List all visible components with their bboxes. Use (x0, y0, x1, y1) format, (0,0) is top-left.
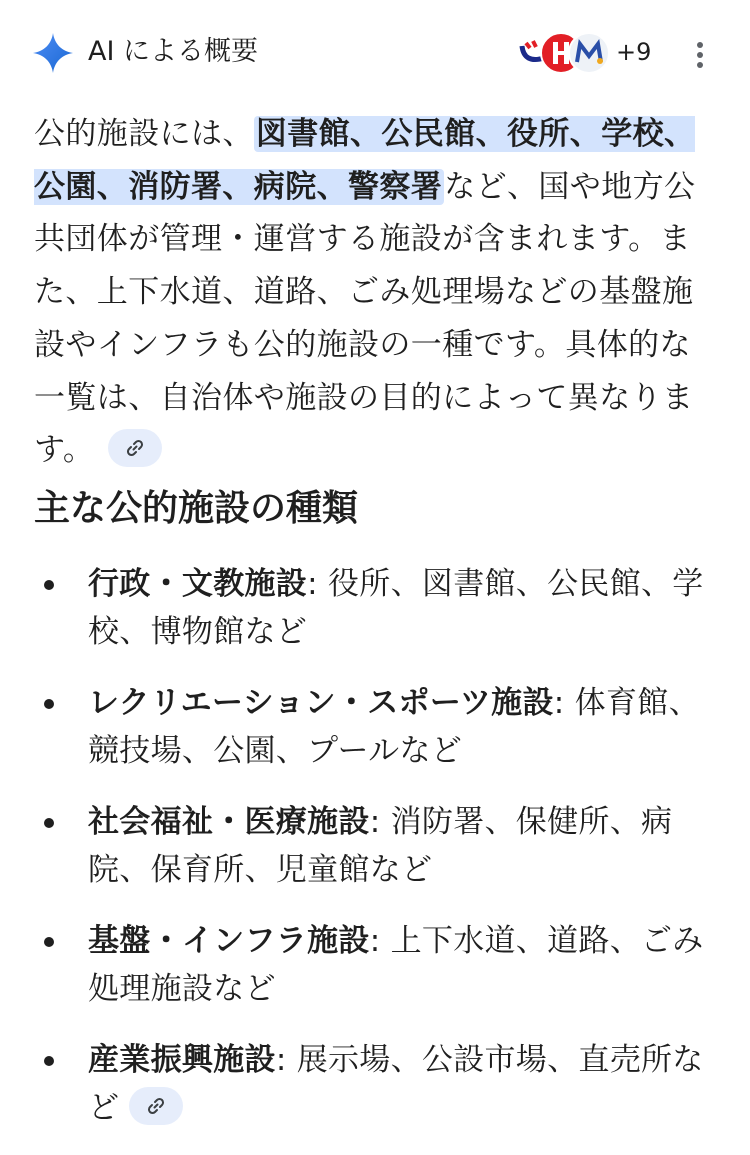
list-item-label: レクリエーション・スポーツ施設 (88, 685, 554, 721)
source-avatars[interactable] (512, 32, 612, 74)
list-item (34, 917, 724, 1013)
bullet (44, 699, 54, 709)
section-heading: 主な公的施設の種類 (34, 488, 359, 529)
bullet (44, 580, 54, 590)
source-avatar-3[interactable] (568, 32, 610, 74)
overview-highlight: 図書館、公民館、役所、学校、公園、消防署、病院、警察署 (34, 116, 696, 205)
list-item (34, 560, 724, 656)
bullet (44, 1056, 54, 1066)
overview-paragraph (34, 108, 718, 477)
list-item-text: : 展示場、公設市場、直売所など (88, 1042, 704, 1126)
list-item-text: : 役所、図書館、公民館、学校、博物館など (88, 566, 704, 650)
link-icon (125, 438, 145, 458)
list-item-label: 行政・文教施設 (88, 566, 308, 602)
list-item (34, 1036, 724, 1132)
list-item-text: : 体育館、競技場、公園、プールなど (88, 685, 700, 769)
source-link-chip[interactable] (129, 1087, 183, 1125)
list-item-label: 社会福祉・医療施設 (88, 804, 370, 840)
link-icon (146, 1096, 166, 1116)
source-link-chip[interactable] (108, 429, 162, 467)
header-title: AI による概要 (88, 36, 259, 67)
more-vert-icon[interactable] (690, 38, 710, 72)
list-item (34, 798, 724, 894)
overview-rest: など、国や地方公共団体が管理・運営する施設が含まれます。また、上下水道、道路、ごみ処理場などの基盤施設やインフラも公的施設の一種です。具体的な一覧は、自治体や施設の目的によって異なります。 (34, 168, 696, 469)
bullet (44, 937, 54, 947)
list-item-label: 基盤・インフラ施設 (88, 923, 370, 959)
ai-overview-header (0, 0, 750, 104)
gemini-spark-icon (32, 32, 74, 74)
bullet (44, 818, 54, 828)
list-item-text: : 上下水道、道路、ごみ処理施設など (88, 923, 704, 1007)
overview-lead: 公的施設には、 (34, 116, 254, 152)
facility-type-list (34, 560, 724, 1155)
list-item-label: 産業振興施設 (88, 1042, 276, 1078)
more-sources-count[interactable]: +9 (616, 38, 652, 66)
list-item (34, 679, 724, 775)
list-item-text: : 消防署、保健所、病院、保育所、児童館など (88, 804, 673, 888)
